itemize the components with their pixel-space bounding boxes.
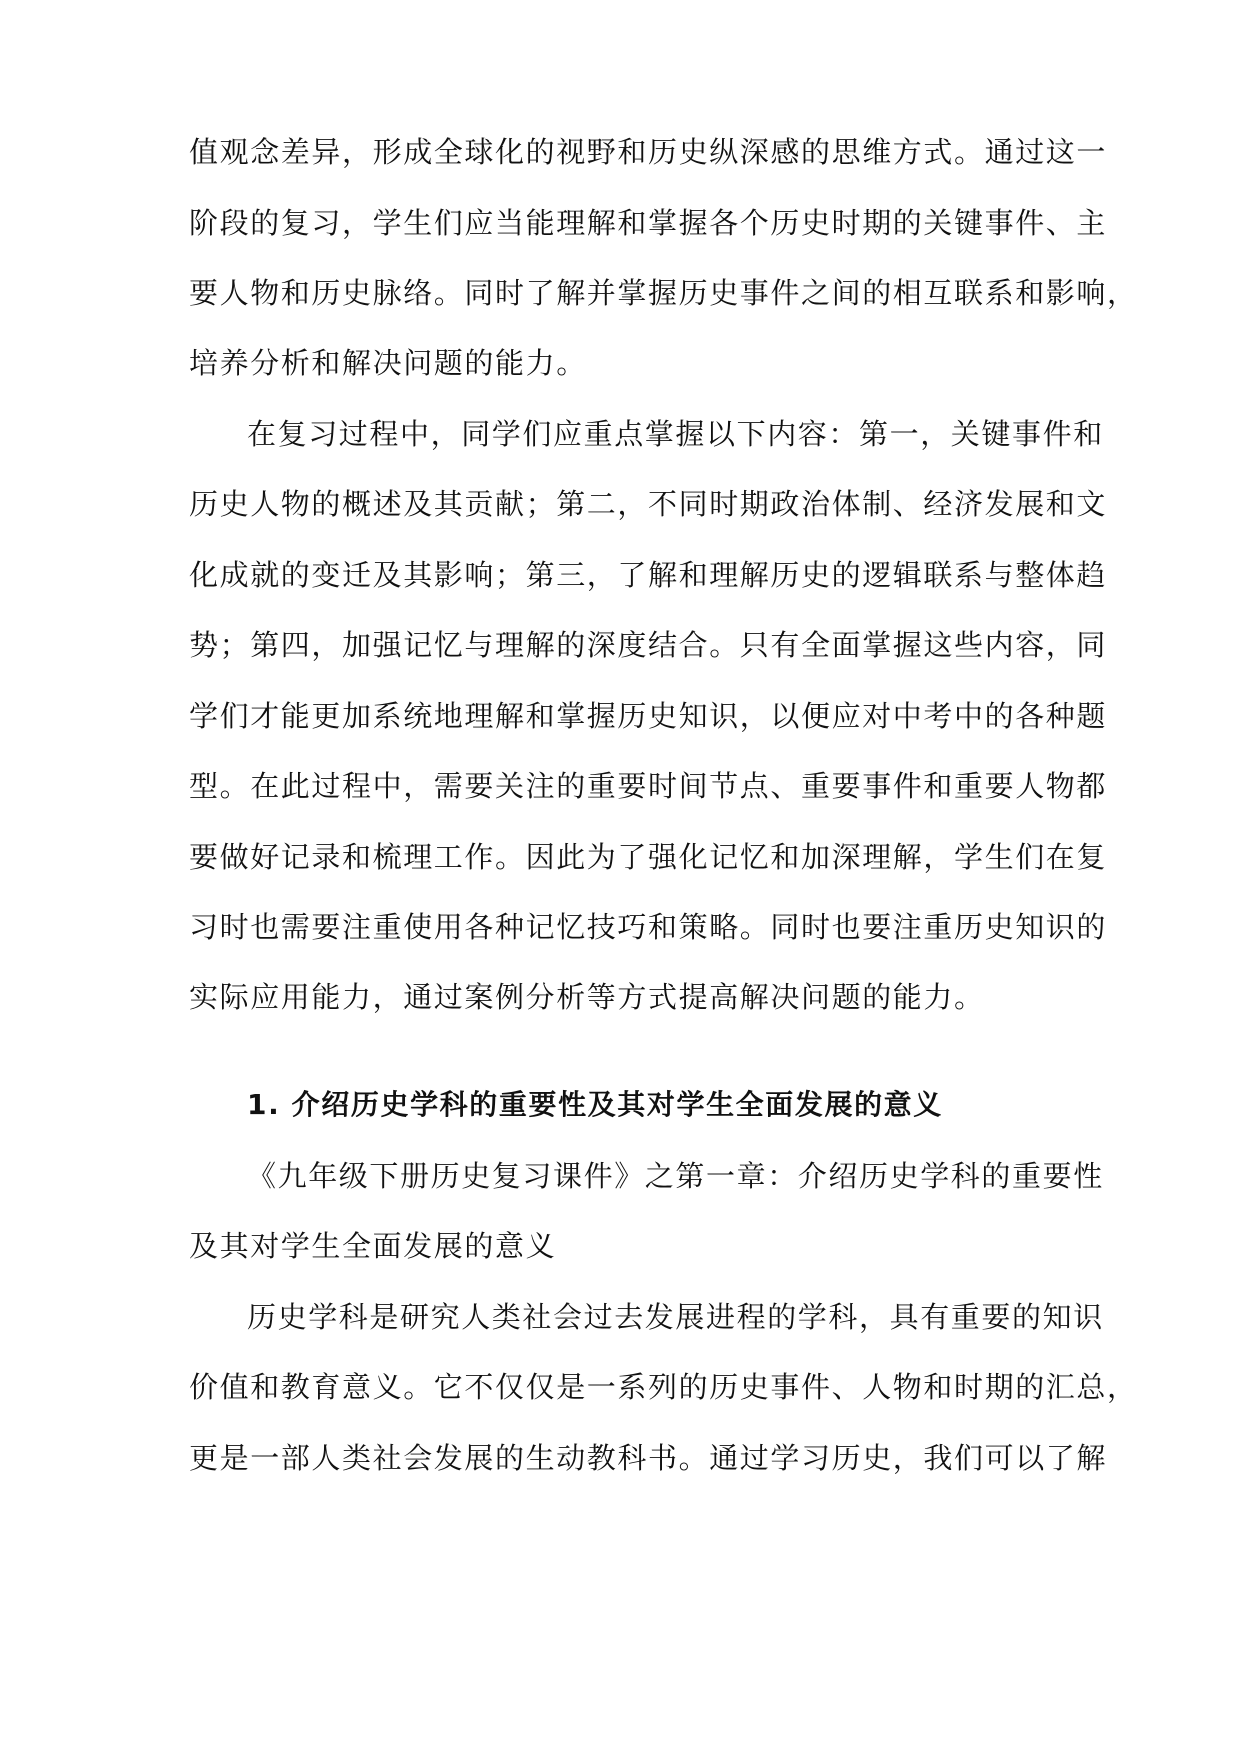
paragraph-1-line-2: 阶段的复习，学生们应当能理解和掌握各个历史时期的关键事件、主 <box>189 206 1108 240</box>
paragraph-4-line-2: 价值和教育意义。它不仅仅是一系列的历史事件、人物和时期的汇总， <box>189 1370 1138 1404</box>
section-heading: 1. 介绍历史学科的重要性及其对学生全面发展的意义 <box>247 1088 943 1121</box>
paragraph-2-line-2: 历史人物的概述及其贡献；第二，不同时期政治体制、经济发展和文 <box>189 487 1108 521</box>
paragraph-2-line-6: 型。在此过程中，需要关注的重要时间节点、重要事件和重要人物都 <box>189 769 1108 803</box>
paragraph-2-line-4: 势；第四，加强记忆与理解的深度结合。只有全面掌握这些内容，同 <box>189 628 1108 662</box>
paragraph-2-line-7: 要做好记录和梳理工作。因此为了强化记忆和加深理解，学生们在复 <box>189 840 1108 874</box>
paragraph-4-line-3: 更是一部人类社会发展的生动教科书。通过学习历史，我们可以了解 <box>189 1441 1108 1475</box>
paragraph-3-line-1: 《九年级下册历史复习课件》之第一章：介绍历史学科的重要性 <box>247 1159 1104 1193</box>
paragraph-2-line-5: 学们才能更加系统地理解和掌握历史知识，以便应对中考中的各种题 <box>189 699 1108 733</box>
paragraph-1-line-3: 要人物和历史脉络。同时了解并掌握历史事件之间的相互联系和影响， <box>189 276 1138 310</box>
paragraph-4-line-1: 历史学科是研究人类社会过去发展进程的学科，具有重要的知识 <box>247 1300 1104 1334</box>
paragraph-1-line-1: 值观念差异，形成全球化的视野和历史纵深感的思维方式。通过这一 <box>189 135 1108 169</box>
paragraph-2-line-8: 习时也需要注重使用各种记忆技巧和策略。同时也要注重历史知识的 <box>189 910 1108 944</box>
paragraph-2-line-3: 化成就的变迁及其影响；第三，了解和理解历史的逻辑联系与整体趋 <box>189 558 1108 592</box>
paragraph-1-line-4: 培养分析和解决问题的能力。 <box>189 346 587 380</box>
paragraph-3-line-2: 及其对学生全面发展的意义 <box>189 1229 557 1263</box>
paragraph-2-line-9: 实际应用能力，通过案例分析等方式提高解决问题的能力。 <box>189 980 985 1014</box>
paragraph-2-line-1: 在复习过程中，同学们应重点掌握以下内容：第一，关键事件和 <box>247 417 1104 451</box>
